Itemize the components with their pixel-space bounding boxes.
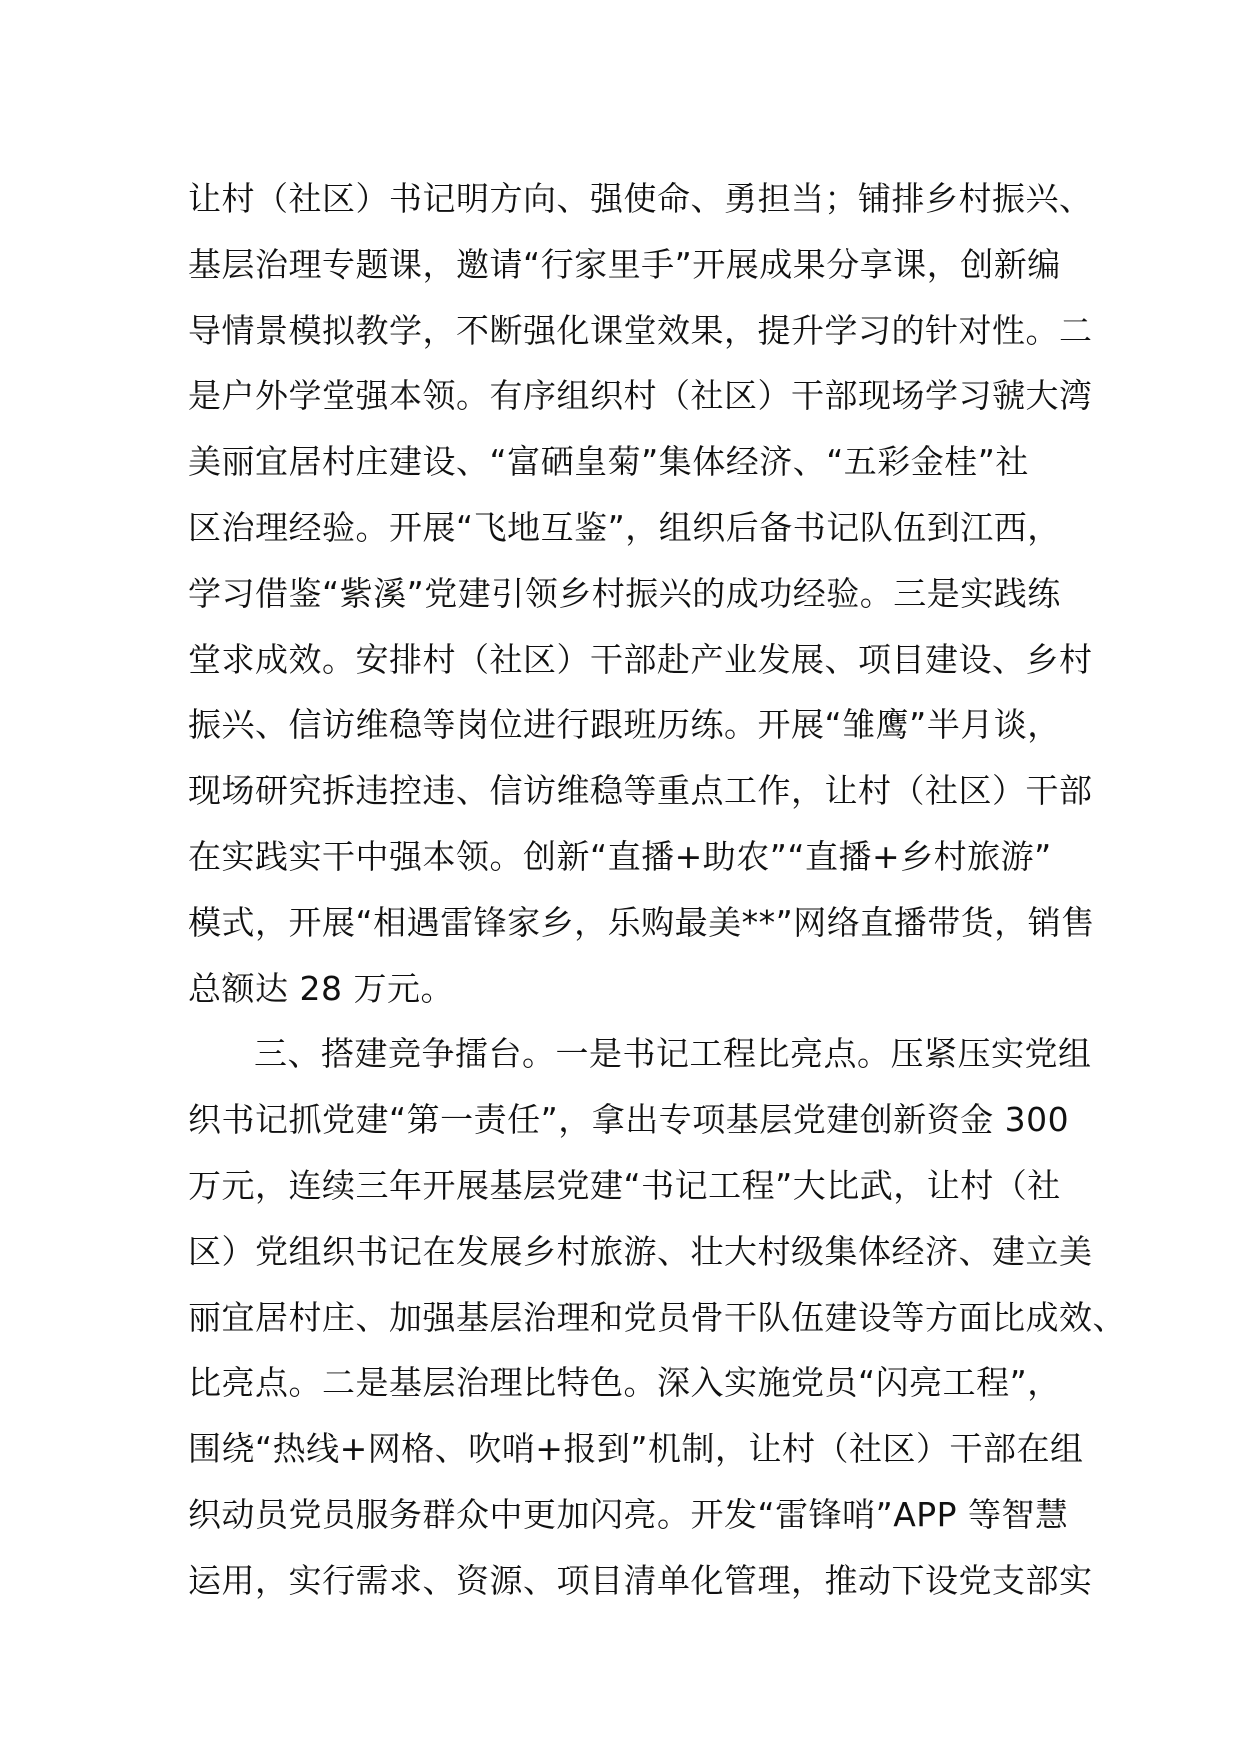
text-line: 比亮点。二是基层治理比特色。深入实施党员“闪亮工程”， [188,1363,1061,1403]
text-line: 织书记抓党建“第一责任”，拿出专项基层党建创新资金 300 [188,1100,1070,1140]
text-line: 导情景模拟教学，不断强化课堂效果，提升学习的针对性。二 [188,310,1093,350]
text-line: 学习借鉴“紫溪”党建引领乡村振兴的成功经验。三是实践练 [188,573,1061,613]
text-line: 区治理经验。开展“飞地互鉴”，组织后备书记队伍到江西， [188,507,1061,547]
text-line: 运用，实行需求、资源、项目清单化管理，推动下设党支部实 [188,1560,1093,1600]
text-line: 总额达 28 万元。 [188,968,454,1008]
text-line: 基层治理专题课，邀请“行家里手”开展成果分享课，创新编 [188,244,1061,284]
paragraph-heading-line: 三、搭建竞争擂台。一是书记工程比亮点。压紧压实党组 [254,1034,1092,1074]
text-line: 堂求成效。安排村（社区）干部赴产业发展、项目建设、乡村 [188,639,1093,679]
text-line: 振兴、信访维稳等岗位进行跟班历练。开展“雏鹰”半月谈， [188,705,1061,745]
text-line: 现场研究拆违控违、信访维稳等重点工作，让村（社区）干部 [188,771,1093,811]
text-line: 万元，连续三年开展基层党建“书记工程”大比武，让村（社 [188,1165,1061,1205]
text-line: 在实践实干中强本领。创新“直播+助农”“直播+乡村旅游” [188,836,1052,876]
text-line: 美丽宜居村庄建设、“富硒皇菊”集体经济、“五彩金桂”社 [188,442,1029,482]
body-text [188,166,1126,1614]
text-line: 丽宜居村庄、加强基层治理和党员骨干队伍建设等方面比成效、 [188,1297,1126,1337]
text-line: 让村（社区）书记明方向、强使命、勇担当；铺排乡村振兴、 [188,179,1093,218]
text-line: 围绕“热线+网格、吹哨+报到”机制，让村（社区）干部在组 [188,1429,1084,1469]
text-line: 模式，开展“相遇雷锋家乡，乐购最美**”网络直播带货，销售 [188,902,1095,942]
text-line: 织动员党员服务群众中更加闪亮。开发“雷锋哨”APP 等智慧 [188,1494,1069,1534]
text-line: 是户外学堂强本领。有序组织村（社区）干部现场学习虢大湾 [188,376,1093,416]
text-line: 区）党组织书记在发展乡村旅游、壮大村级集体经济、建立美 [188,1231,1093,1271]
